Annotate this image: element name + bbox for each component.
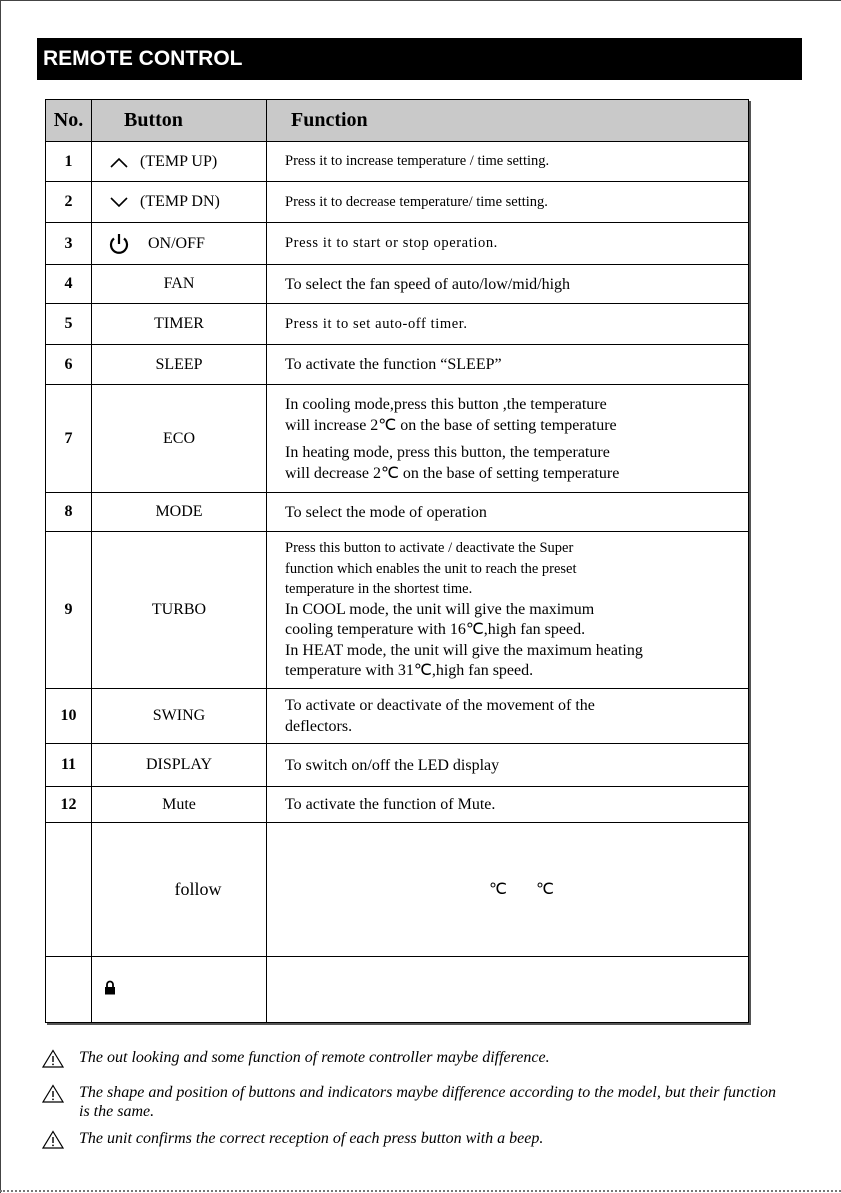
function-text: Press this button to activate / deactivate the Super (285, 540, 574, 557)
function-text: temperature with 31℃,high fan speed. (285, 662, 534, 680)
row-number: 3 (46, 223, 92, 264)
function-text: To switch on/off the LED display (285, 756, 500, 774)
function-text: Press it to decrease temperature/ time setting. (285, 193, 548, 210)
note-text: The unit confirms the correct reception of each press button with a beep. (79, 1130, 544, 1147)
button-function-table (45, 99, 749, 1023)
table-row (46, 182, 748, 223)
row-number: 5 (46, 304, 92, 344)
header-no: No. (46, 100, 92, 141)
page-title: REMOTE CONTROL (37, 38, 802, 80)
row-number: 10 (46, 689, 92, 743)
table-row (46, 823, 748, 957)
button-label: SLEEP (92, 345, 267, 384)
row-number: 9 (46, 532, 92, 688)
button-label: FAN (92, 265, 267, 303)
table-row (46, 142, 748, 182)
button-label: ECO (92, 385, 267, 492)
button-label: follow (174, 879, 222, 899)
page-border-top (0, 0, 841, 1)
function-text: To activate the function “SLEEP” (285, 356, 502, 373)
table-row (46, 265, 748, 304)
table-row (46, 744, 748, 787)
function-cell (267, 223, 748, 264)
button-label: MODE (92, 493, 267, 531)
row-number: 2 (46, 182, 92, 222)
function-cell (267, 787, 748, 822)
row-number (46, 957, 92, 1022)
header-button: Button (92, 100, 267, 141)
note (42, 1048, 782, 1067)
function-cell (267, 142, 748, 181)
function-cell (267, 385, 748, 492)
function-text: To activate the function of Mute. (285, 796, 496, 813)
function-cell (267, 957, 748, 1022)
button-label: TURBO (92, 532, 267, 688)
degree-mark: ℃ (536, 881, 554, 898)
warning-icon (42, 1049, 64, 1073)
note (42, 1129, 782, 1148)
row-number: 1 (46, 142, 92, 181)
row-number: 7 (46, 385, 92, 492)
note-text: The out looking and some function of remote controller maybe difference. (79, 1049, 550, 1066)
page-border-bottom (0, 1190, 841, 1192)
table-row (46, 957, 748, 1022)
chevron-up-icon (104, 156, 134, 168)
row-number: 8 (46, 493, 92, 531)
function-cell (267, 182, 748, 222)
power-icon (104, 232, 134, 256)
function-text: In cooling mode,press this button ,the temperature (285, 395, 607, 413)
table-row (46, 223, 748, 265)
function-text: Press it to increase temperature / time setting. (285, 153, 550, 170)
function-cell (267, 265, 748, 303)
function-cell (267, 823, 748, 956)
chevron-down-icon (104, 196, 134, 208)
function-text: In HEAT mode, the unit will give the maximum heating (285, 641, 643, 659)
function-text: To select the mode of operation (285, 503, 487, 521)
row-number: 11 (46, 744, 92, 786)
function-text: In COOL mode, the unit will give the maximum (285, 600, 595, 618)
button-label: (TEMP UP) (140, 152, 218, 170)
function-text: will decrease 2℃ on the base of setting temperature (285, 464, 620, 482)
function-text: To select the fan speed of auto/low/mid/high (285, 275, 571, 293)
table-row (46, 532, 748, 689)
function-text: Press it to set auto-off timer. (285, 315, 468, 332)
function-cell (267, 345, 748, 384)
row-number: 12 (46, 787, 92, 822)
note-text: The shape and position of buttons and indicators maybe difference according to the model, but their function is the same. (79, 1084, 776, 1120)
row-number: 6 (46, 345, 92, 384)
row-number: 4 (46, 265, 92, 303)
button-label: (TEMP DN) (140, 193, 220, 210)
table-row (46, 689, 748, 744)
function-text: temperature in the shortest time. (285, 581, 473, 598)
button-cell (92, 957, 267, 1022)
degree-mark: ℃ (489, 881, 507, 898)
table-row (46, 304, 748, 345)
button-cell (92, 182, 267, 222)
function-cell (267, 689, 748, 743)
function-text: Press it to start or stop operation. (285, 235, 498, 252)
page-border-left (0, 0, 1, 1193)
warning-icon (42, 1084, 64, 1108)
function-text: In heating mode, press this button, the temperature (285, 443, 610, 461)
function-text: deflectors. (285, 718, 353, 735)
button-label: ON/OFF (148, 234, 205, 252)
table-row (46, 345, 748, 385)
function-cell (267, 532, 748, 688)
button-cell (92, 142, 267, 181)
function-cell (267, 744, 748, 786)
function-text: To activate or deactivate of the movement of the (285, 697, 595, 714)
row-number (46, 823, 92, 956)
note (42, 1083, 782, 1121)
function-text: cooling temperature with 16℃,high fan speed. (285, 621, 586, 639)
button-label: DISPLAY (92, 744, 267, 786)
table-header-row (46, 100, 748, 142)
lock-icon (104, 980, 116, 1000)
button-cell (92, 223, 267, 264)
function-text: will increase 2℃ on the base of setting temperature (285, 416, 617, 434)
header-function: Function (291, 109, 368, 131)
function-cell (267, 493, 748, 531)
function-text: function which enables the unit to reach the preset (285, 560, 577, 577)
button-cell (92, 823, 267, 956)
warning-icon (42, 1130, 64, 1154)
table-row (46, 787, 748, 823)
button-label: Mute (92, 787, 267, 822)
button-label: TIMER (92, 304, 267, 344)
function-cell (267, 304, 748, 344)
table-row (46, 385, 748, 493)
table-row (46, 493, 748, 532)
button-label: SWING (92, 689, 267, 743)
